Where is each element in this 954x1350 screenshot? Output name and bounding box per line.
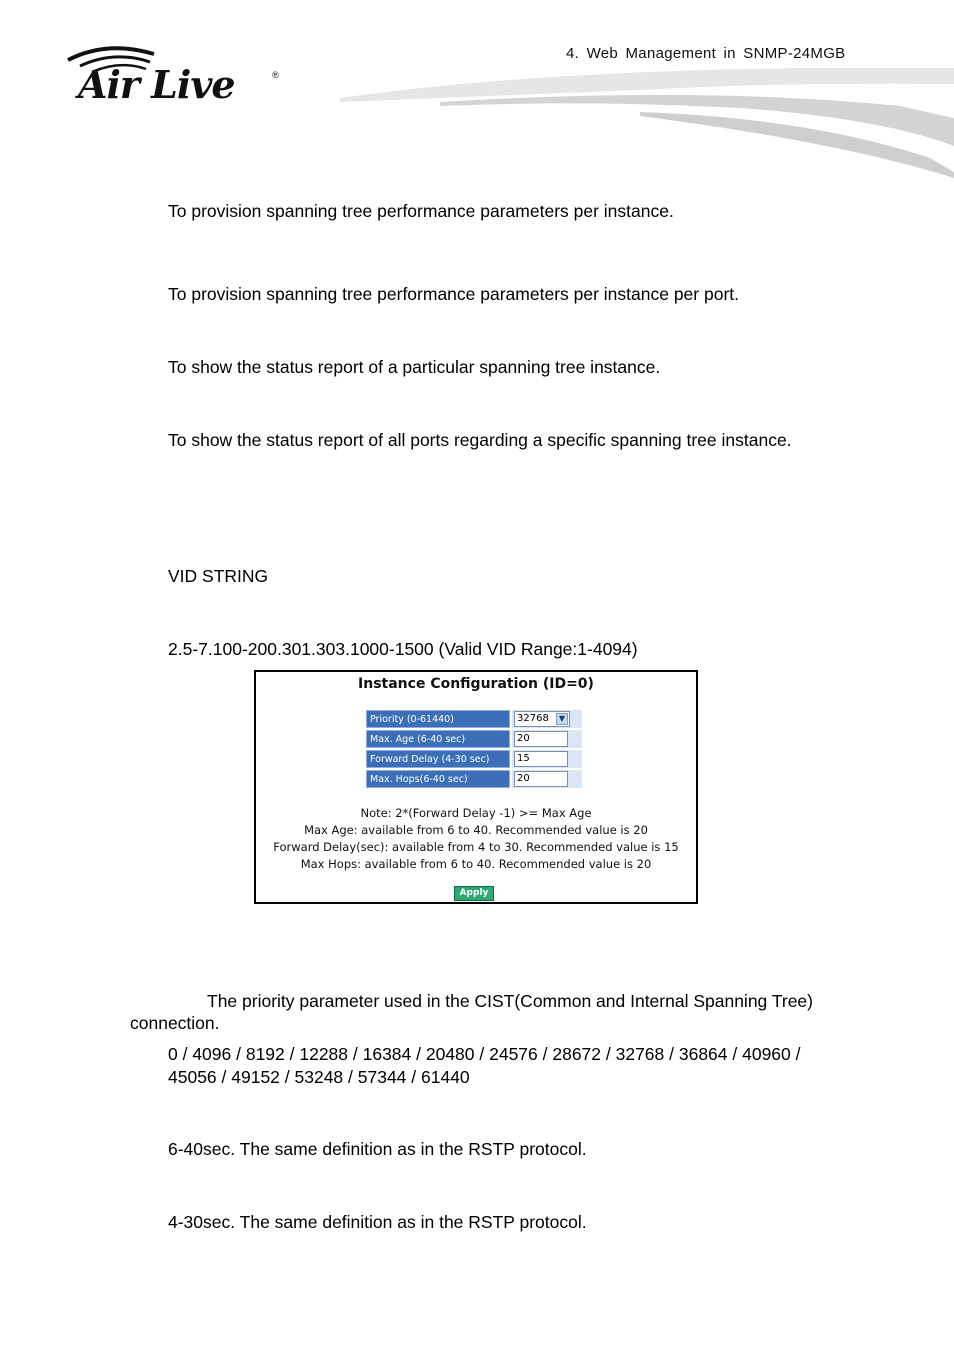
paragraph-instance-setting: To provision spanning tree performance parameters per instance. [168,201,674,221]
priority-values-line-1: 0 / 4096 / 8192 / 12288 / 16384 / 20480 / 24576 / 28672 / 32768 / 36864 / 40960 / [168,1044,801,1064]
note-line: Note: 2*(Forward Delay -1) >= Max Age [360,806,592,820]
header-title: 4. Web Management in SNMP-24MGB [566,45,846,62]
priority-description-continued: connection. [130,1013,220,1033]
paragraph-port-setting: To provision spanning tree performance parameters per instance per port. [168,284,739,304]
max-hops-cell [512,770,582,788]
max-age-label: Max. Age (6-40 sec) [366,730,510,748]
max-age-cell [512,730,582,748]
paragraph-port-status: To show the status report of all ports regarding a specific spanning tree instance. [168,430,792,450]
vid-string-example: 2.5-7.100-200.301.303.1000-1500 (Valid VID Range:1-4094) [168,639,638,659]
forward-delay-description: 4-30sec. The same definition as in the RSTP protocol. [168,1212,587,1232]
max-hops-label: Max. Hops(6-40 sec) [366,770,510,788]
forward-delay-input[interactable]: 15 [514,751,568,767]
logo-text: Air Live [78,62,235,107]
max-hops-input[interactable]: 20 [514,771,568,787]
max-hops-note: Max Hops: available from 6 to 40. Recommended value is 20 [300,857,652,871]
max-age-note: Max Age: available from 6 to 40. Recommended value is 20 [304,823,648,837]
header-swoosh-decoration [340,62,954,178]
forward-delay-note: Forward Delay(sec): available from 4 to 30. Recommended value is 15 [273,840,679,854]
registered-mark: ® [272,70,279,80]
priority-label: Priority (0-61440) [366,710,510,728]
priority-select[interactable] [514,711,570,727]
priority-cell [512,710,582,728]
priority-values-line-2: 45056 / 49152 / 53248 / 57344 / 61440 [168,1067,470,1087]
forward-delay-label: Forward Delay (4-30 sec) [366,750,510,768]
panel-title: Instance Configuration (ID=0) [358,676,594,692]
instance-configuration-panel [254,670,698,904]
chevron-down-icon[interactable]: ▼ [556,713,568,725]
max-age-input[interactable]: 20 [514,731,568,747]
forward-delay-cell [512,750,582,768]
airlive-logo [62,42,292,106]
priority-description: The priority parameter used in the CIST(Common and Internal Spanning Tree) [207,991,813,1011]
priority-value: 32768 [517,713,549,724]
max-age-description: 6-40sec. The same definition as in the RSTP protocol. [168,1139,587,1159]
paragraph-instance-status: To show the status report of a particular spanning tree instance. [168,357,661,377]
apply-button[interactable]: Apply [454,886,494,901]
vid-string-heading: VID STRING [168,566,269,586]
